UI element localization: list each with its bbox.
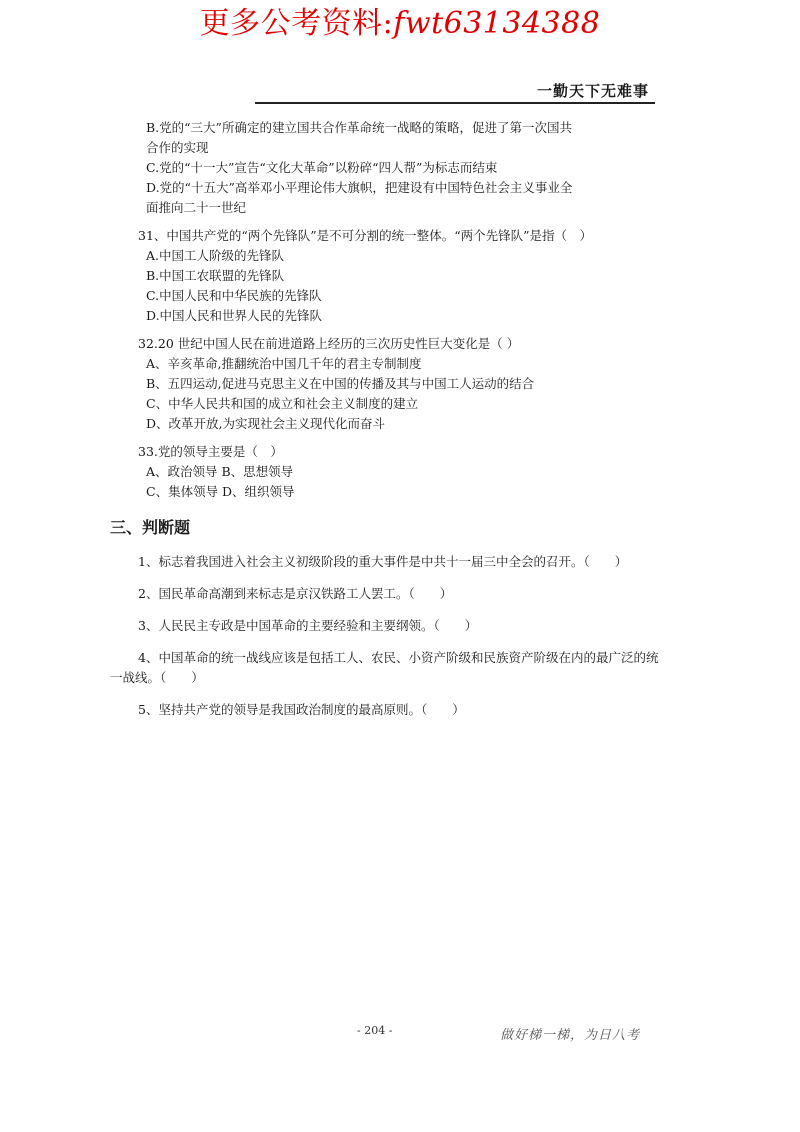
- watermark-url: fwt63134388: [393, 6, 601, 41]
- page-content: [110, 118, 670, 720]
- q33-options-ab: A、政治领导 B、思想领导: [146, 464, 294, 479]
- q31-option-a: A.中国工人阶级的先锋队: [146, 248, 285, 263]
- tf-item-5: 5、坚持共产党的领导是我国政治制度的最高原则。（ ）: [138, 702, 465, 717]
- q31-stem: 31、中国共产党的“两个先锋队”是不可分割的统一整体。“两个先锋队”是指（ ）: [138, 228, 592, 243]
- q30-option-d-line1: D.党的“十五大”高举邓小平理论伟大旗帜，把建设有中国特色社会主义事业全: [146, 180, 573, 195]
- q31-option-b: B.中国工农联盟的先锋队: [146, 268, 285, 283]
- q32-option-c: C、中华人民共和国的成立和社会主义制度的建立: [146, 396, 419, 411]
- watermark-cn: 更多公考资料:: [199, 6, 394, 41]
- q33-stem: 33.党的领导主要是（ ）: [138, 444, 283, 459]
- tf-item-1: 1、标志着我国进入社会主义初级阶段的重大事件是中共十一届三中全会的召开。（ ）: [138, 554, 628, 569]
- tf-item-2: 2、国民革命高潮到来标志是京汉铁路工人罢工。（ ）: [138, 586, 453, 601]
- q31-option-d: D.中国人民和世界人民的先锋队: [146, 308, 323, 323]
- q30-option-b-line1: B.党的“三大”所确定的建立国共合作革命统一战略的策略，促进了第一次国共: [146, 120, 572, 135]
- tf-item-4: 4、中国革命的统一战线应该是包括工人、农民、小资产阶级和民族资产阶级在内的最广泛的统一战线。（ ）: [110, 650, 659, 685]
- q30-option-c: C.党的“十一大”宣告“文化大革命”以粉碎“四人帮”为标志而结束: [146, 160, 498, 175]
- q32-option-b: B、五四运动,促进马克思主义在中国的传播及其与中国工人运动的结合: [146, 376, 535, 391]
- q30-option-d-line2: 面推向二十一世纪: [146, 200, 247, 215]
- tf-item-3: 3、人民民主专政是中国革命的主要经验和主要纲领。（ ）: [138, 618, 478, 633]
- q32-stem: 32.20 世纪中国人民在前进道路上经历的三次历史性巨大变化是（ ）: [138, 336, 520, 351]
- watermark: [0, 2, 800, 46]
- page-number: - 204 -: [357, 1024, 393, 1037]
- q33-options-cd: C、集体领导 D、组织领导: [146, 484, 295, 499]
- section-title-true-false: 三、判断题: [110, 518, 191, 537]
- footer-motto: 做好梯一梯，为日八考: [500, 1028, 641, 1043]
- q31-option-c: C.中国人民和中华民族的先锋队: [146, 288, 322, 303]
- q32-option-d: D、改革开放,为实现社会主义现代化而奋斗: [146, 416, 385, 431]
- header-motto: 一勤天下无难事: [536, 82, 649, 100]
- q30-option-b-line2: 合作的实现: [146, 140, 209, 155]
- page-header: [255, 80, 655, 104]
- q32-option-a: A、辛亥革命,推翻统治中国几千年的君主专制制度: [146, 356, 422, 371]
